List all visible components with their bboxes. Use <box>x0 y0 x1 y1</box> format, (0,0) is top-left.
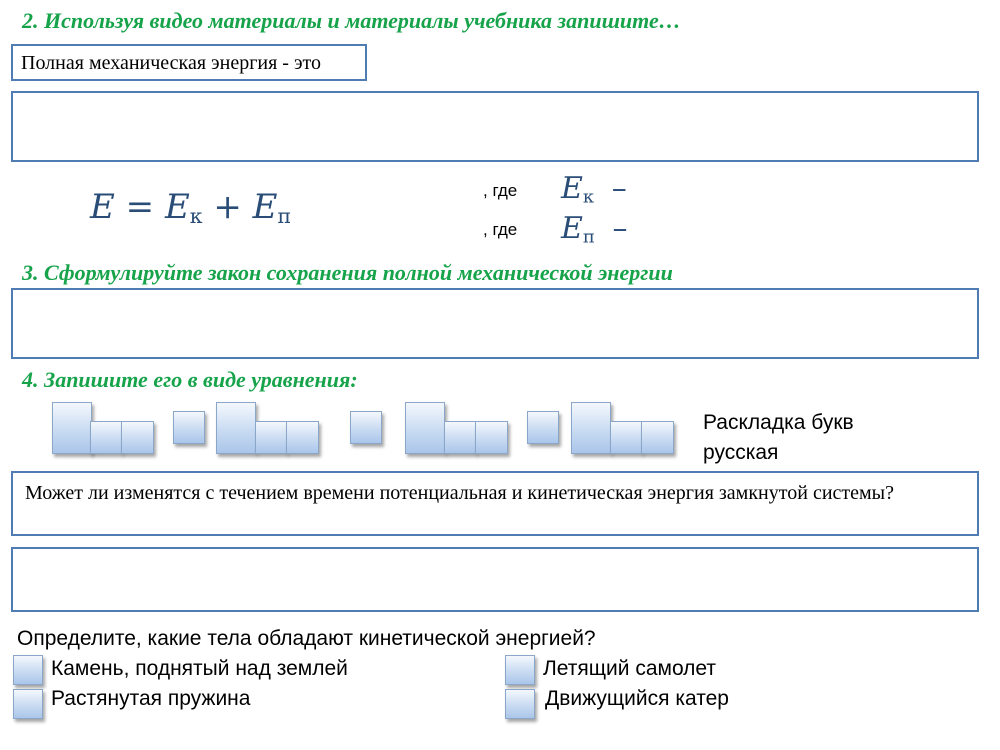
option-label-airplane: Летящий самолет <box>543 657 717 680</box>
equation-operator-slot[interactable] <box>173 411 205 444</box>
option-label-stone: Камень, поднятый над землей <box>51 657 348 680</box>
energy-definition-answer-field[interactable] <box>11 91 979 162</box>
where-symbol-potential-letter: E <box>561 211 583 246</box>
keyboard-layout-note-line2: русская <box>703 441 779 464</box>
task4-heading: 4. Запишите его в виде уравнения: <box>22 367 358 392</box>
where-symbol-potential <box>561 211 628 248</box>
task3-heading: 3. Сформулируйте закон сохранения полной механической энергии <box>22 260 673 285</box>
where-label-kinetic: , где <box>483 181 518 200</box>
formula-term2-sub: п <box>277 204 292 229</box>
energy-change-answer-field[interactable] <box>11 547 979 612</box>
equation-slot[interactable] <box>610 421 642 454</box>
equation-slot[interactable] <box>641 421 674 454</box>
option-label-spring: Растянутая пружина <box>51 687 251 710</box>
conservation-law-answer-field[interactable] <box>11 288 979 359</box>
where-symbol-potential-sub: п <box>582 226 595 248</box>
total-energy-formula <box>90 187 292 229</box>
where-dash-potential: – <box>612 211 628 246</box>
equation-slot[interactable] <box>121 421 154 454</box>
formula-term1-sub: к <box>189 204 203 229</box>
where-label-potential: , где <box>483 220 518 239</box>
where-symbol-kinetic-letter: E <box>561 171 583 206</box>
equation-slot[interactable] <box>444 421 476 454</box>
option-checkbox-airplane[interactable] <box>505 655 535 685</box>
task2-heading: 2. Используя видео материалы и материалы учебника запишите… <box>22 8 681 33</box>
option-label-boat: Движущийся катер <box>545 687 729 710</box>
formula-plus: + <box>213 187 242 227</box>
option-checkbox-boat[interactable] <box>505 689 535 719</box>
equation-slot[interactable] <box>216 402 256 454</box>
keyboard-layout-note-line1: Раскладка букв <box>703 411 854 434</box>
equation-slot[interactable] <box>405 402 445 454</box>
energy-change-question: Может ли изменятся с течением времени потенциальная и кинетическая энергия замкнутой системы? <box>11 471 979 536</box>
option-checkbox-stone[interactable] <box>13 655 43 685</box>
equation-operator-slot[interactable] <box>527 411 559 444</box>
formula-equals: = <box>125 187 155 227</box>
equation-slot[interactable] <box>255 421 287 454</box>
where-dash-kinetic: – <box>611 171 627 206</box>
equation-slot[interactable] <box>286 421 319 454</box>
equation-slot[interactable] <box>571 402 611 454</box>
where-symbol-kinetic <box>561 171 627 208</box>
equation-slot[interactable] <box>52 402 92 454</box>
energy-definition-prompt: Полная механическая энергия - это <box>11 44 367 81</box>
formula-lhs: E <box>90 187 115 227</box>
equation-slot[interactable] <box>90 421 122 454</box>
option-checkbox-spring[interactable] <box>13 689 43 719</box>
equation-operator-slot[interactable] <box>350 411 382 444</box>
kinetic-energy-prompt: Определите, какие тела обладают кинетической энергией? <box>17 627 596 650</box>
where-symbol-kinetic-sub: к <box>582 186 595 208</box>
formula-term2: E <box>252 187 278 227</box>
formula-term1: E <box>164 187 190 227</box>
keyboard-layout-note <box>703 408 854 468</box>
equation-slot[interactable] <box>475 421 508 454</box>
